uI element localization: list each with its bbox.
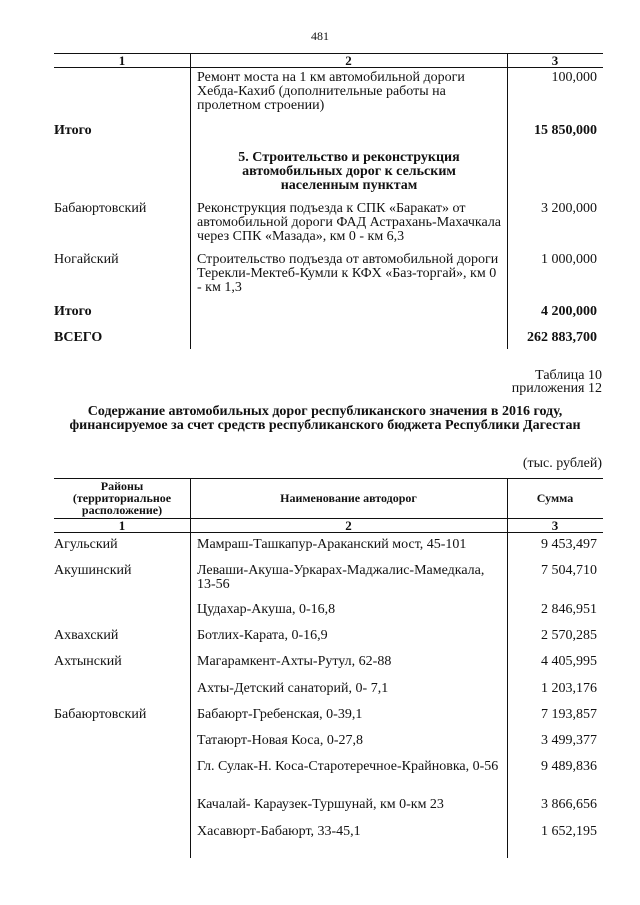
page-number: 481	[311, 29, 329, 43]
header-sum: Сумма	[536, 491, 574, 505]
column-number: 1	[118, 518, 126, 533]
district-name: Агульский	[54, 537, 118, 552]
amount: 2 570,285	[541, 628, 597, 643]
district-name: Бабаюртовский	[54, 707, 147, 722]
amount: 1 652,195	[541, 824, 597, 839]
road-name: Качалай- Караузек-Туршунай, км 0-км 23	[197, 797, 444, 812]
table-reference: Таблица 10	[535, 368, 602, 383]
units-label: (тыс. рублей)	[522, 456, 602, 471]
header-districts: Районы (территориальное расположение)	[72, 479, 172, 517]
road-name: Мамраш-Ташкапур-Араканский мост, 45-101	[197, 537, 467, 552]
column-number: 3	[551, 53, 559, 68]
road-name: Реконструкция подъезда к СПК «Баракат» от автомобильной дороги ФАД Астрахань-Махачкала через СПК «Мазада», км 0 - км 6,3	[197, 201, 502, 244]
column-number: 2	[345, 518, 352, 533]
amount: 3 499,377	[541, 733, 597, 748]
road-name: Цудахар-Акуша, 0-16,8	[197, 602, 336, 617]
road-name: Ахты-Детский санаторий, 0- 7,1	[197, 681, 389, 696]
subtotal-label: Итого	[54, 123, 92, 138]
subtotal-amount: 15 850,000	[534, 123, 597, 138]
district-name: Акушинский	[54, 563, 132, 578]
amount: 9 489,836	[541, 759, 597, 774]
column-divider	[190, 478, 191, 858]
district-name: Ногайский	[54, 252, 119, 267]
subtotal-amount: 4 200,000	[541, 304, 597, 319]
amount: 1 000,000	[541, 252, 597, 267]
amount: 3 200,000	[541, 201, 597, 216]
grand-total-amount: 262 883,700	[527, 330, 597, 345]
subtotal-label: Итого	[54, 304, 92, 319]
district-name: Ахвахский	[54, 628, 119, 643]
road-name: Ремонт моста на 1 км автомобильной дороги Хебда-Кахиб (дополнительные работы на пролетном строении)	[197, 70, 465, 113]
road-name: Ботлих-Карата, 0-16,9	[197, 628, 328, 643]
amount: 100,000	[551, 70, 597, 85]
road-name: Хасавюрт-Бабаюрт, 33-45,1	[197, 824, 361, 839]
grand-total-label: ВСЕГО	[54, 330, 103, 345]
road-name: Леваши-Акуша-Уркарах-Маджалис-Мамедкала, 13-56	[197, 563, 485, 592]
column-divider	[507, 478, 508, 858]
amount: 2 846,951	[541, 602, 597, 617]
road-name: Магарамкент-Ахты-Рутул, 62-88	[197, 654, 392, 669]
column-number: 3	[551, 518, 559, 533]
document-title: Содержание автомобильных дорог республиканского значения в 2016 году, финансируемое за счет средств республиканского бюджета Республики Дагестан	[69, 404, 581, 433]
amount: 7 193,857	[541, 707, 597, 722]
district-name: Бабаюртовский	[54, 201, 147, 216]
amount: 7 504,710	[541, 563, 597, 578]
district-name: Ахтынский	[54, 654, 122, 669]
road-name: Строительство подъезда от автомобильной дороги Терекли-Мектеб-Кумли к КФХ «Баз-торгай», км 0 - км 1,3	[197, 252, 499, 295]
road-name: Гл. Сулак-Н. Коса-Старотеречное-Крайновка, 0-56	[197, 759, 499, 774]
amount: 3 866,656	[541, 797, 597, 812]
road-name: Бабаюрт-Гребенская, 0-39,1	[197, 707, 363, 722]
column-number: 1	[118, 53, 126, 68]
column-divider	[190, 53, 191, 349]
amount: 9 453,497	[541, 537, 597, 552]
amount: 1 203,176	[541, 681, 597, 696]
table-reference-appendix: приложения 12	[511, 381, 602, 396]
column-divider	[507, 53, 508, 349]
section-title: 5. Строительство и реконструкция автомобильных дорог к сельским населенным пунктам	[238, 150, 460, 193]
column-number: 2	[345, 53, 352, 68]
header-road-name: Наименование автодорог	[280, 491, 417, 505]
amount: 4 405,995	[541, 654, 597, 669]
road-name: Татаюрт-Новая Коса, 0-27,8	[197, 733, 364, 748]
